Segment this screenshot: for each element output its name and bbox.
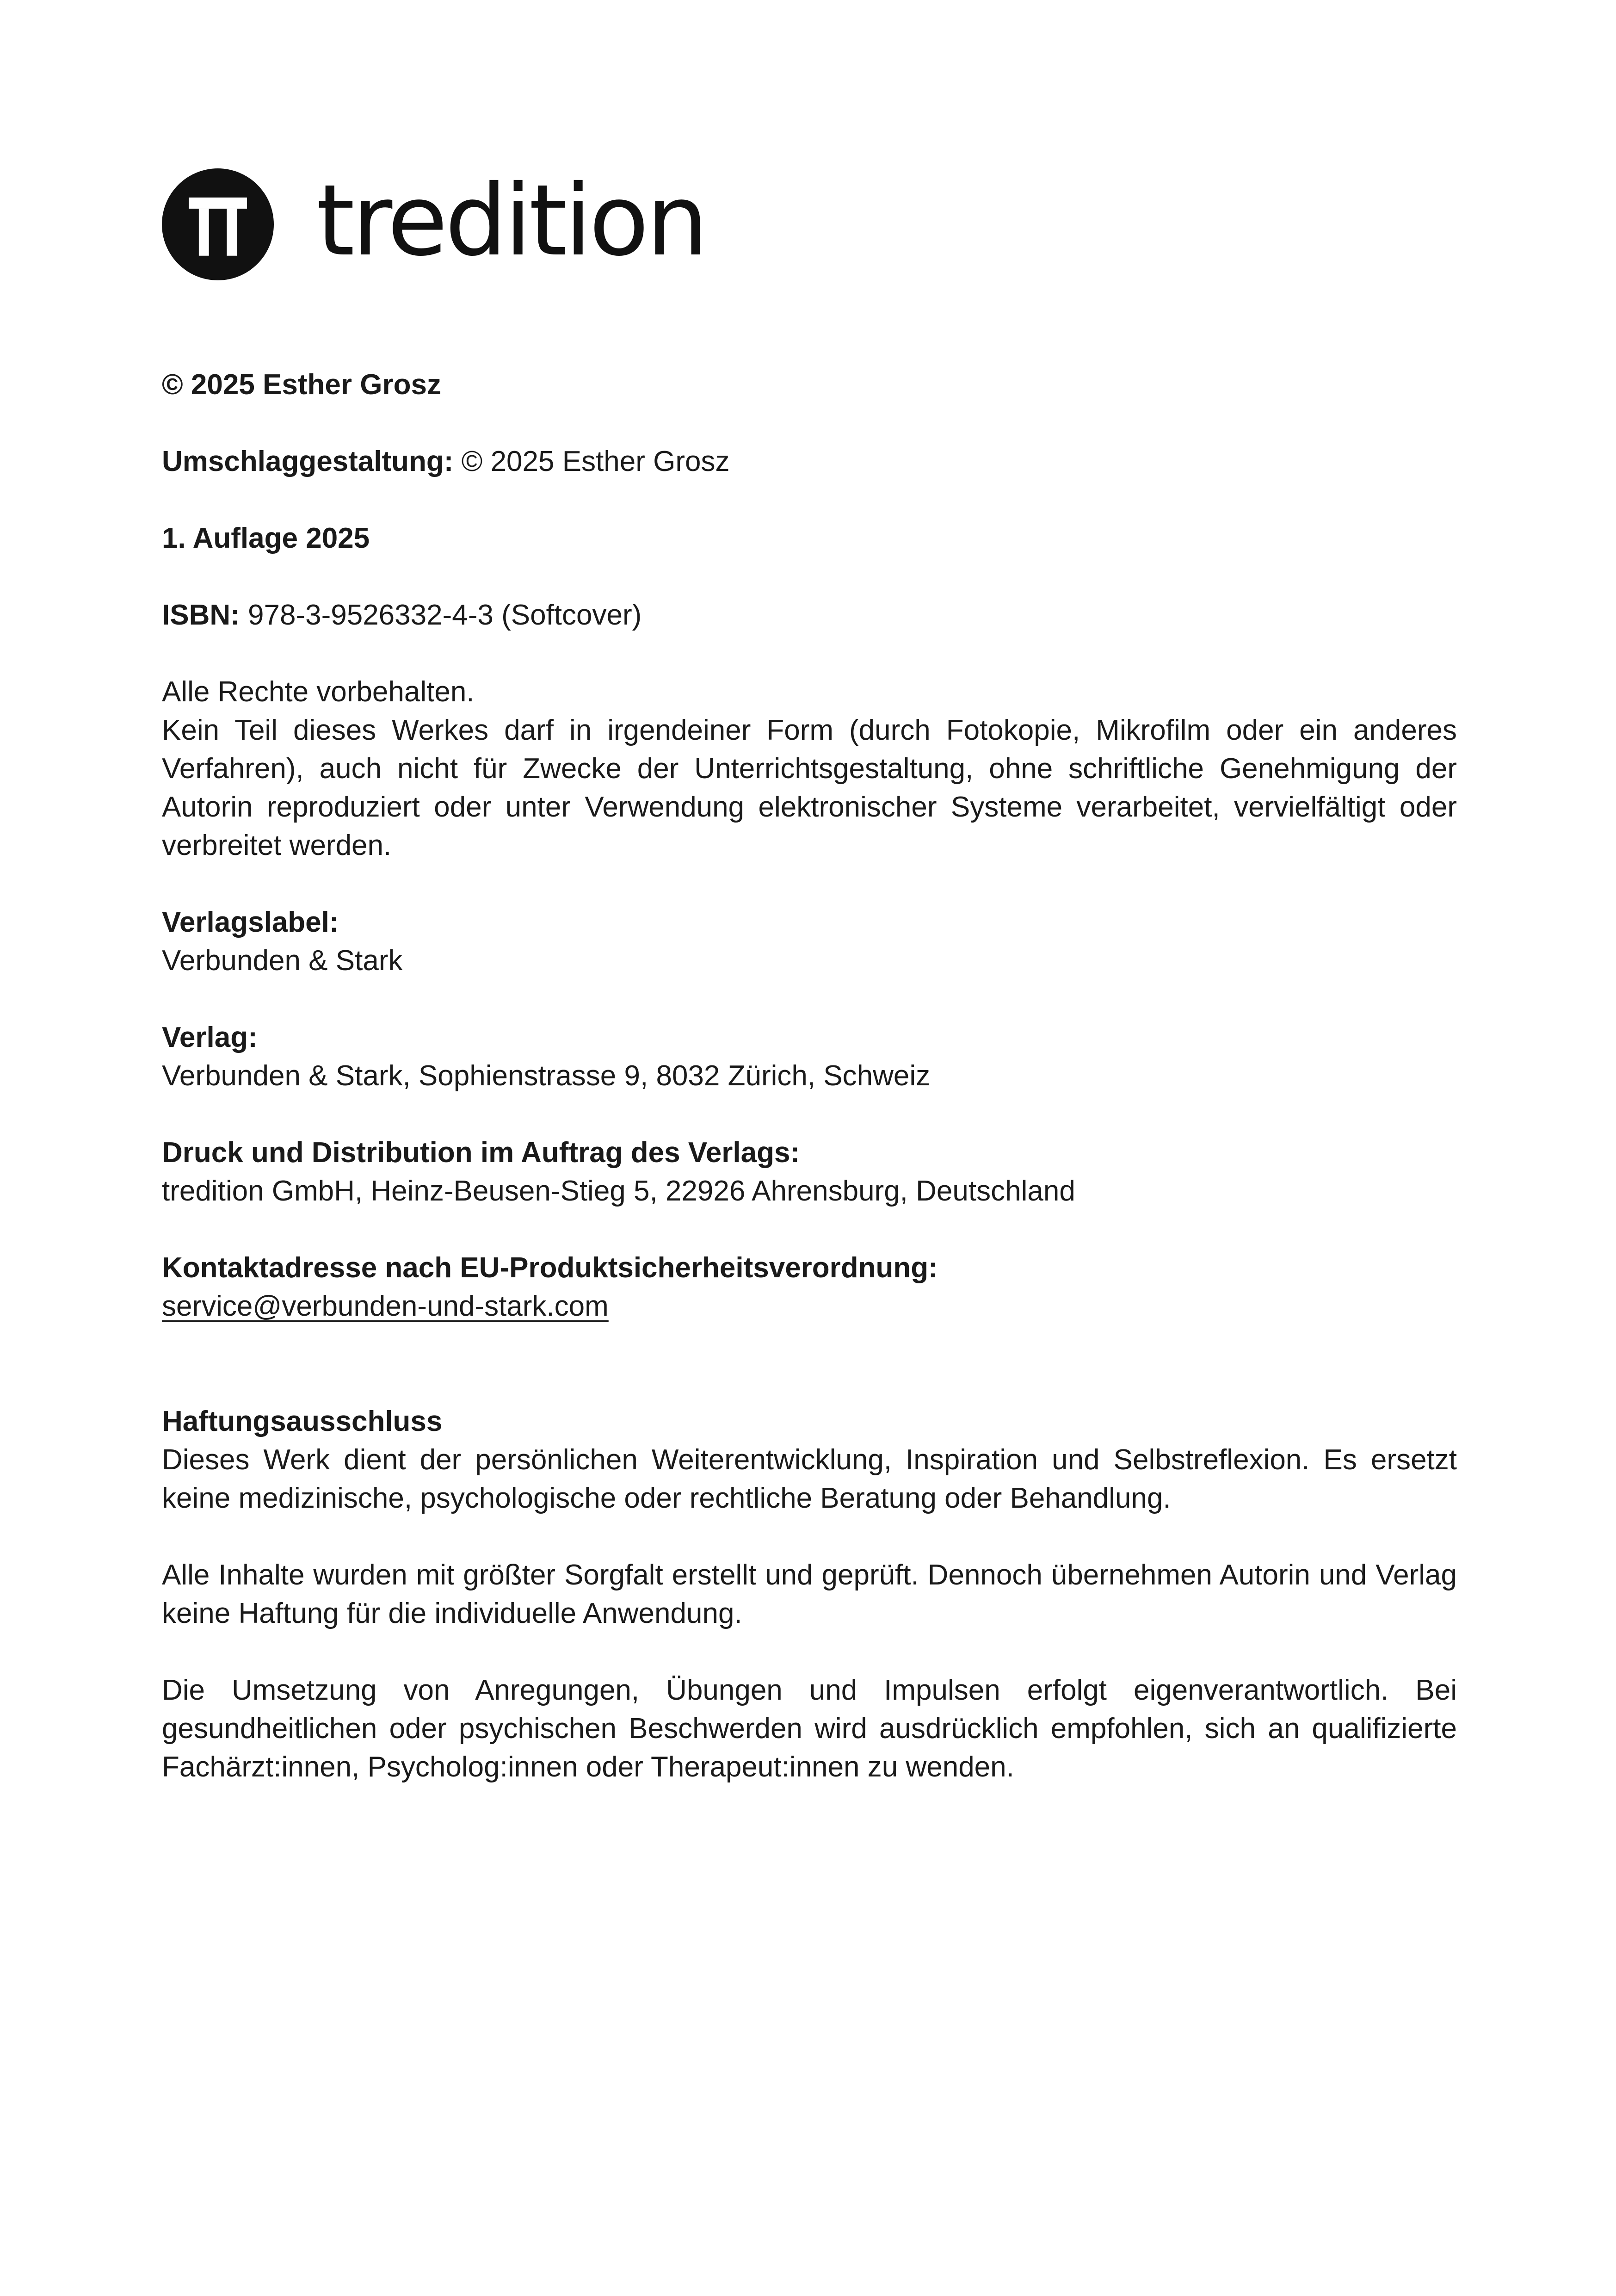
rights-section	[162, 673, 1457, 865]
rights-heading: Alle Rechte vorbehalten.	[162, 676, 475, 708]
publisher-address: Verbunden & Stark, Sophienstrasse 9, 8032 Zürich, Schweiz	[162, 1060, 931, 1092]
publisher-logo	[162, 163, 1457, 282]
distribution-section	[162, 1133, 1457, 1210]
distribution-address: tredition GmbH, Heinz-Beusen-Stieg 5, 22926 Ahrensburg, Deutschland	[162, 1175, 1075, 1207]
disclaimer-heading: Haftungsausschluss	[162, 1405, 443, 1437]
logo-wordmark: tredition	[316, 163, 706, 278]
cover-label: Umschlaggestaltung:	[162, 446, 454, 477]
publisher-section	[162, 1018, 1457, 1095]
contact-section	[162, 1249, 1457, 1325]
label-section	[162, 903, 1457, 980]
label-heading: Verlagslabel:	[162, 906, 339, 938]
isbn-value: 978-3-9526332-4-3 (Softcover)	[248, 599, 642, 631]
disclaimer-paragraph-2: Alle Inhalte wurden mit größter Sorgfalt erstellt und geprüft. Dennoch übernehmen Autorin und Verlag keine Haftung für die individuelle Anwendung.	[162, 1559, 1457, 1629]
isbn-line	[162, 596, 1457, 634]
disclaimer-section	[162, 1402, 1457, 1517]
imprint-content	[162, 365, 1457, 1786]
cover-value: © 2025 Esther Grosz	[461, 446, 730, 477]
rights-text: Kein Teil dieses Werkes darf in irgendeiner Form (durch Fotokopie, Mikrofilm oder ein anderes Verfahren), auch nicht für Zwecke der Unterrichtsgestaltung, ohne schriftliche Genehmigung der Autorin reproduziert oder unter Verwendung elektronischer Systeme verarbeitet, vervielfältigt oder verbreitet werden.	[162, 714, 1457, 861]
contact-heading: Kontaktadresse nach EU-Produktsicherheitsverordnung:	[162, 1252, 938, 1284]
publisher-heading: Verlag:	[162, 1021, 258, 1053]
cover-credit	[162, 442, 1457, 481]
imprint-page	[162, 163, 1457, 1825]
label-value: Verbunden & Stark	[162, 945, 403, 977]
disclaimer-paragraph-3: Die Umsetzung von Anregungen, Übungen und Impulsen erfolgt eigenverantwortlich. Bei gesundheitlichen oder psychischen Beschwerden wird ausdrücklich empfohlen, sich an qualifizierte Fachärzt:innen, Psycholog:innen oder Therapeut:innen zu wenden.	[162, 1674, 1457, 1783]
spacer	[162, 1364, 1457, 1402]
isbn-label: ISBN:	[162, 599, 240, 631]
distribution-heading: Druck und Distribution im Auftrag des Verlags:	[162, 1137, 800, 1169]
edition-line: 1. Auflage 2025	[162, 522, 370, 554]
disclaimer-paragraph-1: Dieses Werk dient der persönlichen Weiterentwicklung, Inspiration und Selbstreflexion. Es ersetzt keine medizinische, psychologische oder rechtliche Beratung oder Behandlung.	[162, 1444, 1457, 1514]
copyright-line: © 2025 Esther Grosz	[162, 369, 441, 401]
tredition-t-icon	[162, 168, 274, 280]
contact-email-link[interactable]: service@verbunden-und-stark.com	[162, 1290, 609, 1322]
